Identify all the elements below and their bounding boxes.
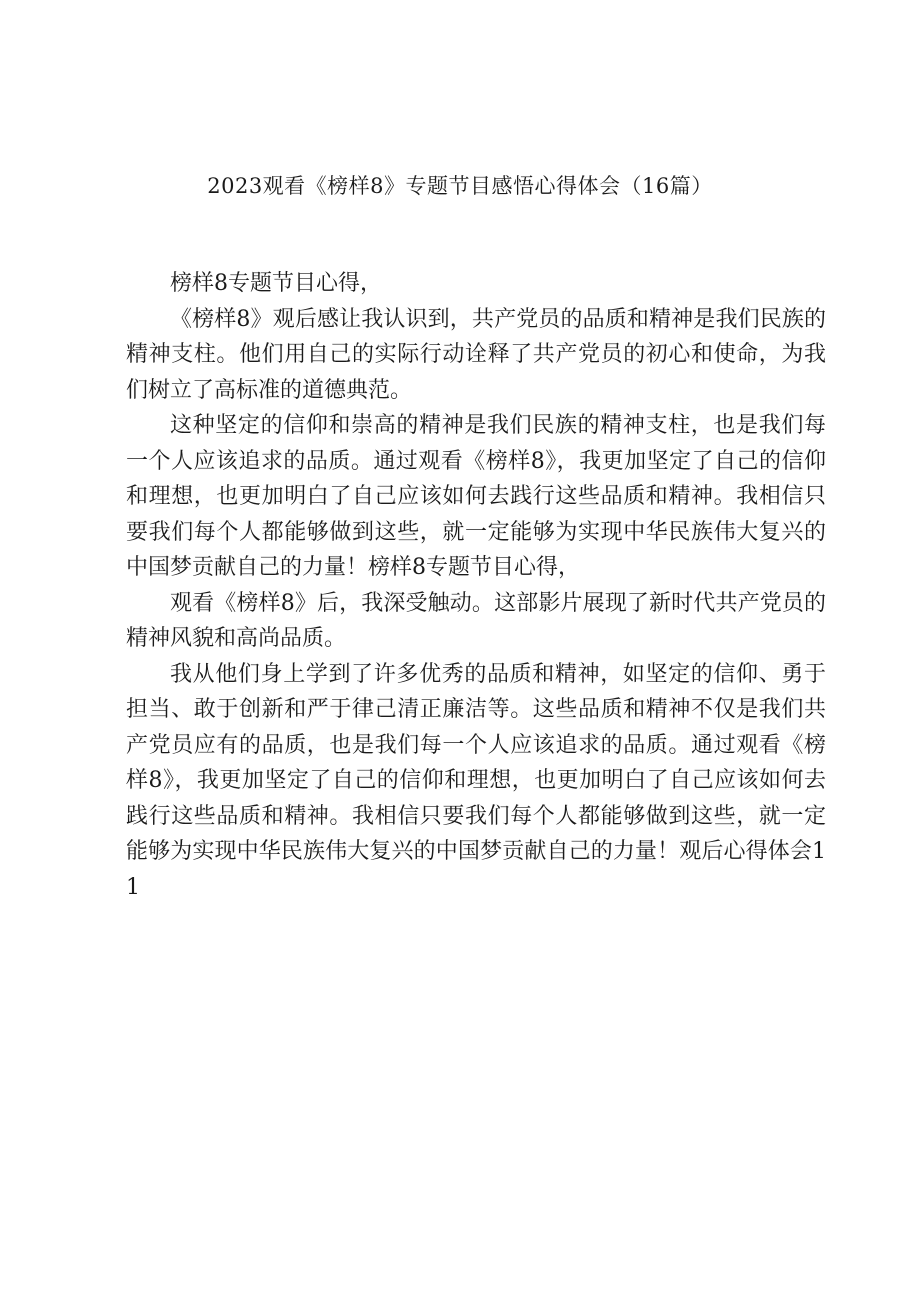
paragraph-3: 这种坚定的信仰和崇高的精神是我们民族的精神支柱，也是我们每一个人应该追求的品质。通过观看《榜样8》，我更加坚定了自己的信仰和理想，也更加明白了自己应该如何去践行这些品质和精神。我相信只要我们每个人都能够做到这些，就一定能够为实现中华民族伟大复兴的中国梦贡献自己的力量！榜样8专题节目心得，: [126, 413, 826, 580]
paragraph-4: 观看《榜样8》后，我深受触动。这部影片展现了新时代共产党员的精神风貌和高尚品质。: [126, 590, 826, 651]
document-body: [126, 266, 826, 905]
paragraph-5: 我从他们身上学到了许多优秀的品质和精神，如坚定的信仰、勇于担当、敢于创新和严于律己清正廉洁等。这些品质和精神不仅是我们共产党员应有的品质，也是我们每一个人应该追求的品质。通过观看《榜样8》，我更加坚定了自己的信仰和理想，也更加明白了自己应该如何去践行这些品质和精神。我相信只要我们每个人都能够做到这些，就一定能够为实现中华民族伟大复兴的中国梦贡献自己的力量！观后心得体会11: [126, 661, 826, 900]
paragraph-2: 《榜样8》观后感让我认识到，共产党员的品质和精神是我们民族的精神支柱。他们用自己的实际行动诠释了共产党员的初心和使命，为我们树立了高标准的道德典范。: [126, 306, 826, 403]
document-title: 2023观看《榜样8》专题节目感悟心得体会（16篇）: [207, 174, 713, 198]
paragraph-1: 榜样8专题节目心得，: [170, 271, 382, 296]
